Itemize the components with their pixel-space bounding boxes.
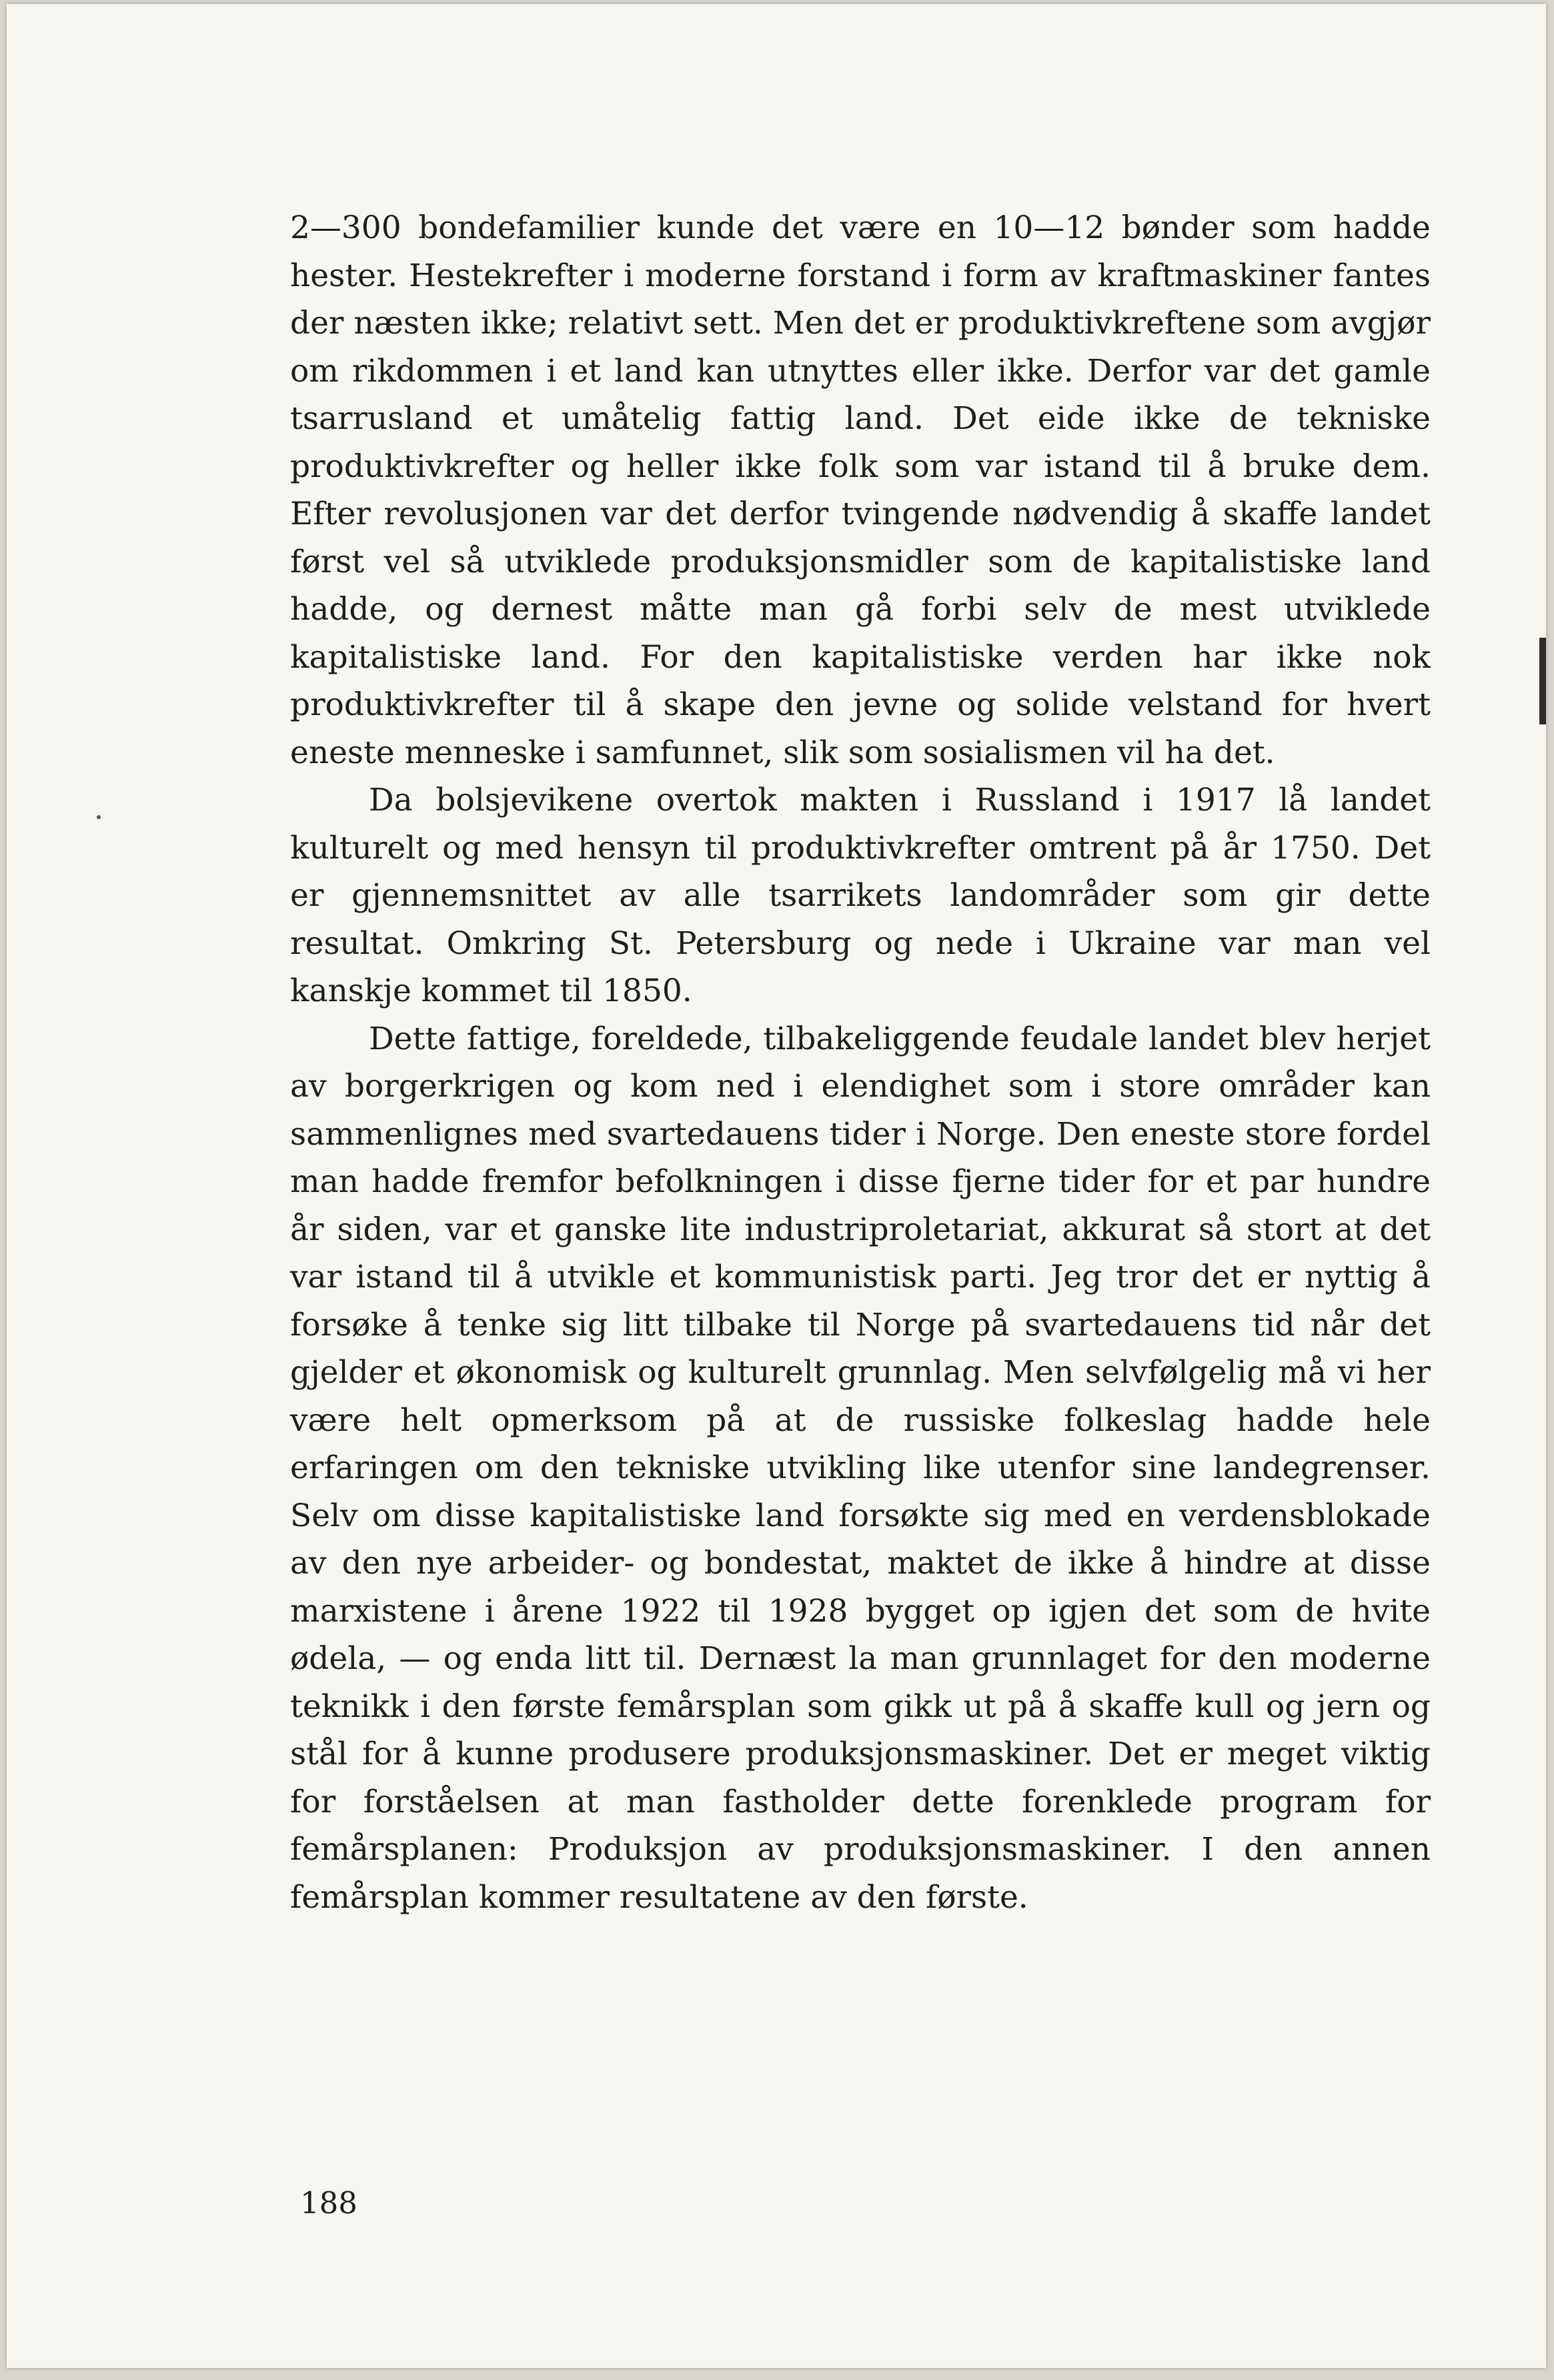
paragraph-2: Da bolsjevikene overtok makten i Russland i 1917 lå landet kulturelt og med hensyn til produktivkrefter omtrent på år 1750. Det er gjennemsnittet av alle tsarrikets landområder som gir dette resultat. Omkring St. Petersburg og nede i Ukraine var man vel kanskje kommet til 1850. xyxy=(290,782,1431,1009)
paragraph-3: Dette fattige, foreldede, tilbakeliggende feudale landet blev herjet av borgerkrigen og kom ned i elendighet som i store områder kan sammenlignes med svartedauens tider i Norge. Den eneste store fordel man hadde fremfor befolkningen i disse fjerne tider for et par hundre år siden, var et ganske lite industriproletariat, akkurat så stort at det var istand til å utvikle et kommunistisk parti. Jeg tror det er nyttig å forsøke å tenke sig litt tilbake til Norge på svartedauens tid når det gjelder et økonomisk og kulturelt grunnlag. Men selvfølgelig må vi her være helt opmerksom på at de russiske folkeslag hadde hele erfaringen om den tekniske utvikling like utenfor sine landegrenser. Selv om disse kapitalistiske land forsøkte sig med en verdensblokade av den nye arbeider- og bondestat, maktet de ikke å hindre at disse marxistene i årene 1922 til 1928 bygget op igjen det som de hvite ødela, — og enda litt til. Dernæst la man grunnlaget for den moderne teknikk i den første femårsplan som gikk ut på å skaffe kull og jern og stål for å kunne produsere produksjonsmaskiner. Det er meget viktig for forståelsen at man fastholder dette forenklede program for femårsplanen: Produksjon av produksjonsmaskiner. I den annen femårsplan kommer resultatene av den første. xyxy=(290,1020,1431,1916)
paragraph-1: 2—300 bondefamilier kunde det være en 10—12 bønder som hadde hester. Hestekrefter i moderne forstand i form av kraftmaskiner fantes der næsten ikke; relativt sett. Men det er produktivkreftene som avgjør om rikdommen i et land kan utnyttes eller ikke. Derfor var det gamle tsarrusland et umåtelig fattig land. Det eide ikke de tekniske produktivkrefter og heller ikke folk som var istand til å bruke dem. Efter revolusjonen var det derfor tvingende nødvendig å skaffe landet først vel så utviklede produksjonsmidler som de kapitalistiske land hadde, og dernest måtte man gå forbi selv de mest utviklede kapitalistiske land. For den kapitalistiske verden har ikke nok produktivkrefter til å skape den jevne og solide velstand for hvert eneste menneske i samfunnet, slik som sosialismen vil ha det. xyxy=(290,209,1431,771)
print-speck xyxy=(97,815,101,819)
page-number: 188 xyxy=(300,2185,357,2221)
book-page xyxy=(7,4,1546,2368)
body-text xyxy=(290,204,1431,1921)
